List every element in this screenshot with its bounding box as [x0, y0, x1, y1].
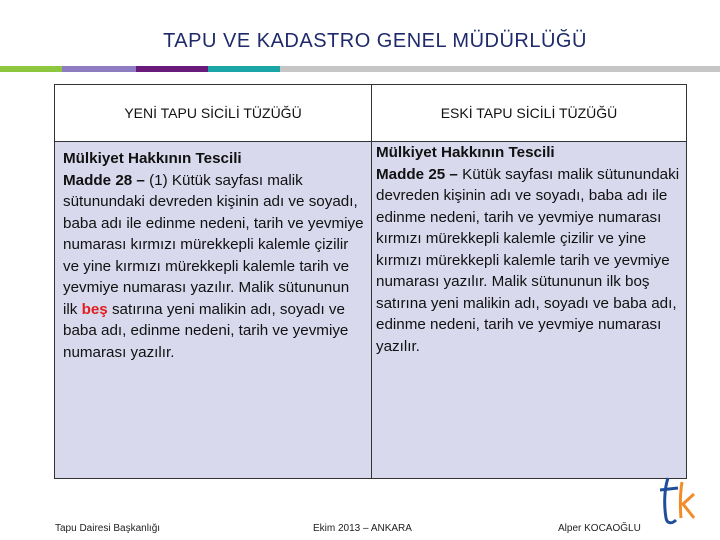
new-text-after: satırına yeni malikin adı, soyadı ve baba adı, edinme nedeni, tarih ve yevmiye numarası yazılır.: [63, 300, 349, 361]
old-regulation-text: [372, 142, 686, 478]
colorbar-segment-4: [208, 66, 280, 72]
colorbar-segment-1: [0, 66, 62, 72]
new-heading: Mülkiyet Hakkının Tescili: [63, 150, 242, 167]
slide-title: TAPU VE KADASTRO GENEL MÜDÜRLÜĞÜ: [163, 30, 587, 52]
footer-author: Alper KOCAOĞLU: [558, 523, 641, 534]
colorbar-segment-3: [136, 66, 208, 72]
tk-logo-icon: [656, 472, 700, 528]
new-article: Madde 28 –: [63, 171, 150, 189]
new-text-before: (1) Kütük sayfası malik sütunundaki devreden kişinin adı ve soyadı, baba adı ile edinme nedeni, tarih ve yevmiye numarası kırmızı mürekkepli kalemle çizilir ve yine kırmızı mürekkepli kalemle tarih ve yevmiye numarası yazılır. Malik sütununun ilk: [63, 171, 364, 318]
new-regulation-text: [55, 142, 371, 478]
new-regulation-header: YENİ TAPU SİCİLİ TÜZÜĞÜ: [55, 85, 371, 141]
footer-date: Ekim 2013 – ANKARA: [313, 523, 412, 534]
old-article: Madde 25 –: [376, 165, 463, 183]
column-divider: [371, 85, 372, 478]
old-text: Kütük sayfası malik sütunundaki devreden kişinin adı ve soyadı, baba adı ile edinme nedeni, tarih ve yevmiye numarası kırmızı mürekkepli kalemle çizilir ve yine kırmızı mürekkepli kalemle tarih ve yevmiye numarası yazılır. Malik sütununun ilk boş satırına yeni malikin adı, soyadı ve baba adı, edinme nedeni, tarih ve yevmiye numarası yazılır.: [376, 165, 680, 355]
footer-department: Tapu Dairesi Başkanlığı: [55, 523, 161, 534]
old-regulation-header: ESKİ TAPU SİCİLİ TÜZÜĞÜ: [372, 85, 686, 141]
old-heading: Mülkiyet Hakkının Tescili: [376, 144, 555, 161]
colorbar-segment-5: [280, 66, 720, 72]
comparison-table: [54, 84, 687, 479]
colorbar-segment-2: [62, 66, 136, 72]
new-highlight: beş: [81, 300, 108, 318]
